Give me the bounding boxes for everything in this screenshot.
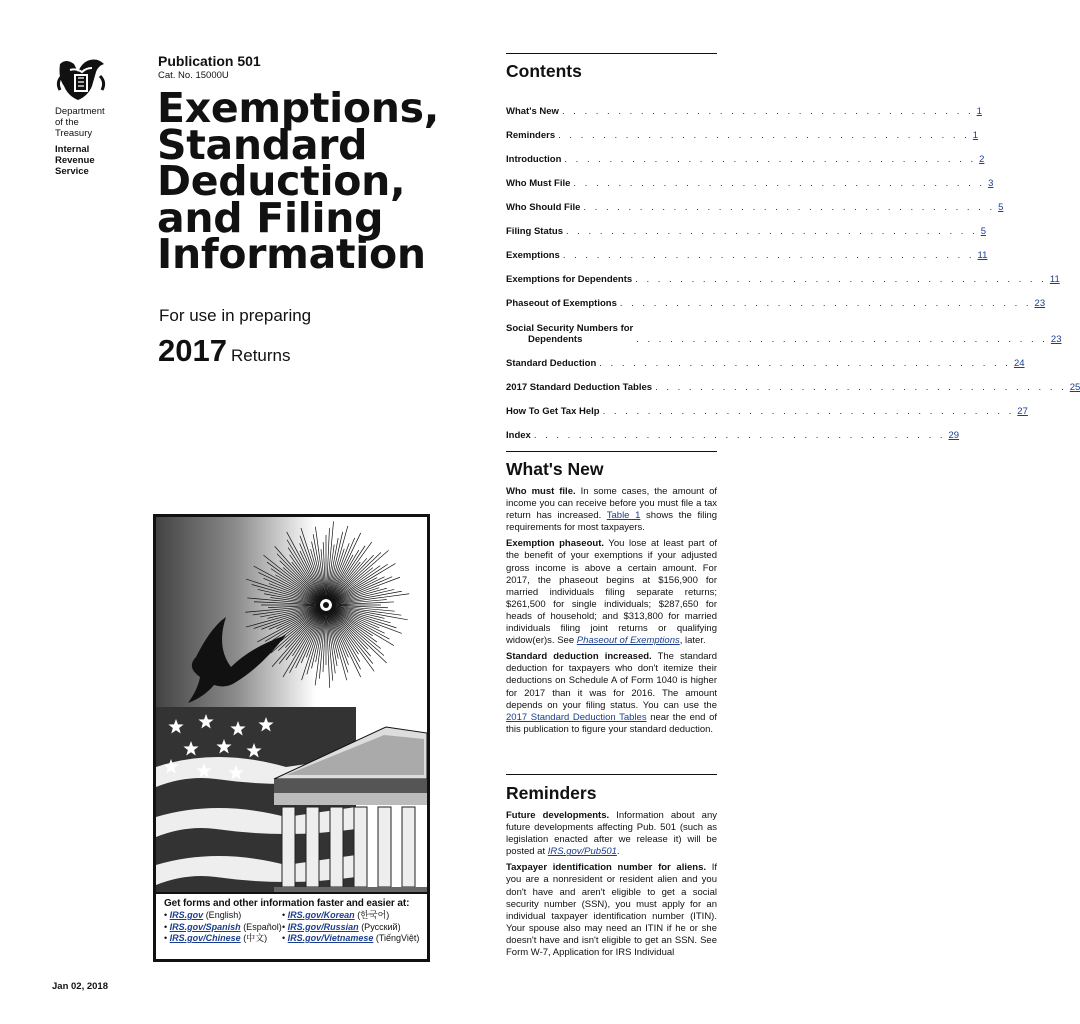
toc-leader-dots: . . . . . . . . . . . . . . . . . . . . . . . . . . . . . . . . . . . . . (599, 358, 1011, 369)
link-lang: (한국어) (357, 910, 390, 920)
toc-item-label: What's New (506, 106, 559, 117)
toc-label-line-2: Dependents (528, 334, 583, 345)
toc-leader-dots: . . . . . . . . . . . . . . . . . . . . . . . . . . . . . . . . . . . . . (602, 406, 1015, 417)
toc-leader-dots: . . . . . . . . . . . . . . . . . . . . . . . . . . . . . . . . . . . . . (558, 130, 970, 141)
toc-item[interactable] (506, 189, 1004, 213)
agency-irs-line-2: Revenue (55, 155, 95, 166)
tax-year (158, 333, 291, 369)
toc-item-label: Who Must File (506, 178, 571, 189)
toc-page-link[interactable]: 23 (1034, 298, 1046, 309)
p-text: If you are a nonresident or resident alien and you don't have and aren't eligible to get a social security number (SSN), you must apply for an individual taxpayer identification number (ITIN). Your spouse also may need an ITIN if he or she doesn't have and isn't eligible to get an SSN. See Form W-7, Application for IRS Individual (506, 862, 717, 959)
toc-leader-dots: . . . . . . . . . . . . . . . . . . . . . . . . . . . . . . . . . . . . . (573, 178, 986, 189)
agency-irs-line-3: Service (55, 166, 89, 177)
toc-leader-dots: . . . . . . . . . . . . . . . . . . . . . . . . . . . . . . . . . . . . . (566, 226, 978, 237)
phaseout-link[interactable]: Phaseout of Exemptions (576, 635, 680, 647)
toc-item-label: Phaseout of Exemptions (506, 298, 617, 309)
catalog-number: Cat. No. 15000U (158, 70, 229, 81)
toc-item[interactable] (506, 93, 982, 117)
toc-page-link[interactable]: 29 (948, 430, 960, 441)
toc-item-label: Introduction (506, 154, 562, 165)
toc-page-link[interactable]: 1 (972, 130, 979, 141)
reminders-rule (506, 774, 717, 775)
toc-item[interactable] (506, 417, 960, 441)
p-text: You lose at least part of the benefit of your exemptions if your adjusted gross income is above a certain amount. For 2017, the phaseout begins at $156,900 for married individuals filing separate returns; $261,500 for single individuals; $287,650 for heads of household; and $313,800 for married individuals filing joint returns or qualifying widow(er)s. See (506, 538, 717, 647)
link-item-english: • IRS.gov (English) (164, 910, 242, 920)
cover-illustration (153, 514, 430, 962)
toc-item[interactable] (506, 261, 1060, 285)
toc-page-link[interactable]: 11 (1049, 274, 1060, 285)
link-lang: (English) (205, 910, 242, 920)
whats-new-heading: What's New (506, 459, 604, 479)
p-text: , later. (679, 635, 706, 647)
p-lead: Taxpayer identification number for aliens. (506, 862, 707, 874)
reminders-p2 (506, 862, 717, 959)
toc-page-link[interactable]: 27 (1017, 406, 1028, 417)
toc-page-link[interactable]: 25 (1069, 382, 1080, 393)
p-lead: Who must file. (506, 486, 576, 497)
p-text: . (616, 846, 620, 858)
info-box (156, 892, 427, 959)
toc-page-link[interactable]: 3 (988, 178, 994, 189)
title-line-1: Exemptions, (157, 84, 440, 132)
publication-number: Publication 501 (158, 53, 261, 69)
link-lang: (TiếngViệt) (375, 933, 420, 943)
contents-rule (506, 53, 717, 54)
returns-label: Returns (230, 346, 291, 365)
reminders-p1 (506, 810, 717, 858)
agency-dept-line-1: Department (55, 106, 105, 117)
p-text: Information about any future developments affecting Pub. 501 (such as legislation enacted after we release it) will be posted at (506, 810, 717, 858)
title-line-2: Standard (157, 120, 368, 169)
link-item-russian: • IRS.gov/Russian (Русский) (282, 921, 401, 932)
whats-new-body (506, 486, 717, 740)
table-of-contents (506, 93, 1080, 441)
p-lead: Standard deduction increased. (506, 651, 652, 663)
toc-item[interactable] (506, 117, 979, 141)
p-text: The standard deduction for taxpayers who don't itemize their deductions on Schedule A of Form 1040 is higher for 2017 than it was for 2016. The amount depends on your filing status. You can use the (506, 651, 717, 711)
toc-item[interactable] (506, 285, 1046, 309)
toc-item[interactable] (506, 213, 986, 237)
toc-item-label (506, 323, 633, 345)
toc-leader-dots: . . . . . . . . . . . . . . . . . . . . . . . . . . . . . . . . . . . . . (562, 250, 975, 261)
toc-leader-dots: . . . . . . . . . . . . . . . . . . . . . . . . . . . . . . . . . . . . . (635, 274, 1047, 285)
link-item-vietnamese: • IRS.gov/Vietnamese (TiếngViệt) (282, 933, 420, 943)
toc-item-label: Standard Deduction (506, 358, 597, 369)
whats-new-rule (506, 451, 717, 452)
info-box-heading: Get forms and other information faster and easier at: (164, 898, 410, 909)
page-title (157, 84, 457, 278)
toc-item-label: Reminders (506, 130, 556, 141)
link-lang: (Español) (243, 921, 282, 932)
irs-korean-link[interactable]: IRS.gov/Korean (287, 910, 355, 920)
toc-page-link[interactable]: 24 (1013, 358, 1025, 369)
title-line-4: and Filing (157, 193, 384, 242)
toc-item[interactable] (506, 369, 1080, 393)
irs-spanish-link[interactable]: IRS.gov/Spanish (169, 921, 241, 932)
toc-leader-dots: . . . . . . . . . . . . . . . . . . . . . . . . . . . . . . . . . . . . . (583, 202, 996, 213)
p-text: shows the filing requirements for most taxpayers. (506, 510, 718, 534)
whats-new-p2 (506, 538, 717, 647)
agency-dept-line-2: of the (55, 117, 79, 128)
link-item-chinese: • IRS.gov/Chinese (中文) (164, 933, 268, 943)
for-use-text: For use in preparing (159, 306, 312, 325)
toc-leader-dots: . . . . . . . . . . . . . . . . . . . . . . . . . . . . . . . . . . . . . (655, 382, 1067, 393)
contents-heading: Contents (506, 61, 582, 81)
table1-link[interactable]: Table 1 (606, 510, 641, 522)
agency-dept-line-3: Treasury (55, 128, 93, 139)
toc-item-label: Index (506, 430, 531, 441)
link-item-spanish: • IRS.gov/Spanish (Español) (164, 921, 282, 932)
agency-block (55, 106, 145, 177)
p-text: In some cases, the amount of income you can receive before you must file a tax return has increased. (506, 486, 718, 522)
irs-eagle-logo (52, 56, 112, 104)
link-item-korean: • IRS.gov/Korean (한국어) (282, 910, 390, 920)
toc-page-link[interactable]: 5 (980, 226, 986, 237)
toc-item[interactable] (506, 393, 1028, 417)
link-lang: (中文) (243, 933, 268, 943)
toc-item[interactable] (506, 309, 1062, 345)
toc-leader-dots: . . . . . . . . . . . . . . . . . . . . . . . . . . . . . . . . . . . . . (619, 298, 1032, 309)
irs-russian-link[interactable]: IRS.gov/Russian (287, 921, 359, 932)
toc-leader-dots: . . . . . . . . . . . . . . . . . . . . . . . . . . . . . . . . . . . . . (561, 106, 974, 117)
agency-irs-line-1: Internal (55, 144, 90, 155)
toc-item-label: 2017 Standard Deduction Tables (506, 382, 653, 393)
toc-page-link[interactable]: 2 (979, 154, 985, 165)
toc-item[interactable] (506, 237, 988, 261)
toc-leader-dots: . . . . . . . . . . . . . . . . . . . . . . . . . . . . . . . . . . . . . (636, 334, 1048, 345)
whats-new-p1 (506, 486, 717, 534)
reminders-body (506, 810, 717, 963)
irs-gov-link[interactable]: IRS.gov (169, 910, 204, 920)
p-lead: Future developments. (506, 810, 610, 821)
toc-item-label: How To Get Tax Help (506, 406, 600, 417)
toc-page-link[interactable]: 5 (998, 202, 1004, 213)
pub501-link[interactable]: IRS.gov/Pub501 (547, 846, 617, 858)
title-line-3: Deduction, (157, 157, 406, 205)
deduction-tables-link[interactable]: 2017 Standard Deduction Tables (506, 711, 647, 723)
revision-date: Jan 02, 2018 (52, 981, 108, 992)
link-lang: (Русский) (361, 921, 401, 932)
p-lead: Exemption phaseout. (506, 538, 604, 550)
irs-chinese-link[interactable]: IRS.gov/Chinese (169, 933, 241, 943)
toc-item-label: Exemptions for Dependents (506, 274, 633, 285)
toc-item-label: Who Should File (506, 202, 581, 213)
toc-item[interactable] (506, 345, 1025, 369)
toc-page-link[interactable]: 1 (976, 106, 982, 117)
toc-leader-dots: . . . . . . . . . . . . . . . . . . . . . . . . . . . . . . . . . . . . . (564, 154, 977, 165)
toc-page-link[interactable]: 23 (1050, 334, 1062, 345)
irs-vietnamese-link[interactable]: IRS.gov/Vietnamese (287, 933, 374, 943)
p-text: near the end of this publication to figure your standard deduction. (506, 711, 717, 735)
toc-label-line-1: Social Security Numbers for (506, 323, 634, 334)
year-number: 2017 (158, 333, 227, 368)
toc-item-label: Exemptions (506, 250, 560, 261)
toc-leader-dots: . . . . . . . . . . . . . . . . . . . . . . . . . . . . . . . . . . . . . (533, 430, 946, 441)
toc-item-label: Filing Status (506, 226, 563, 237)
toc-item[interactable] (506, 141, 985, 165)
reminders-heading: Reminders (506, 783, 597, 803)
title-line-5: Information (157, 230, 426, 278)
toc-item[interactable] (506, 165, 994, 189)
whats-new-p3 (506, 651, 717, 736)
toc-page-link[interactable]: 11 (977, 250, 988, 261)
